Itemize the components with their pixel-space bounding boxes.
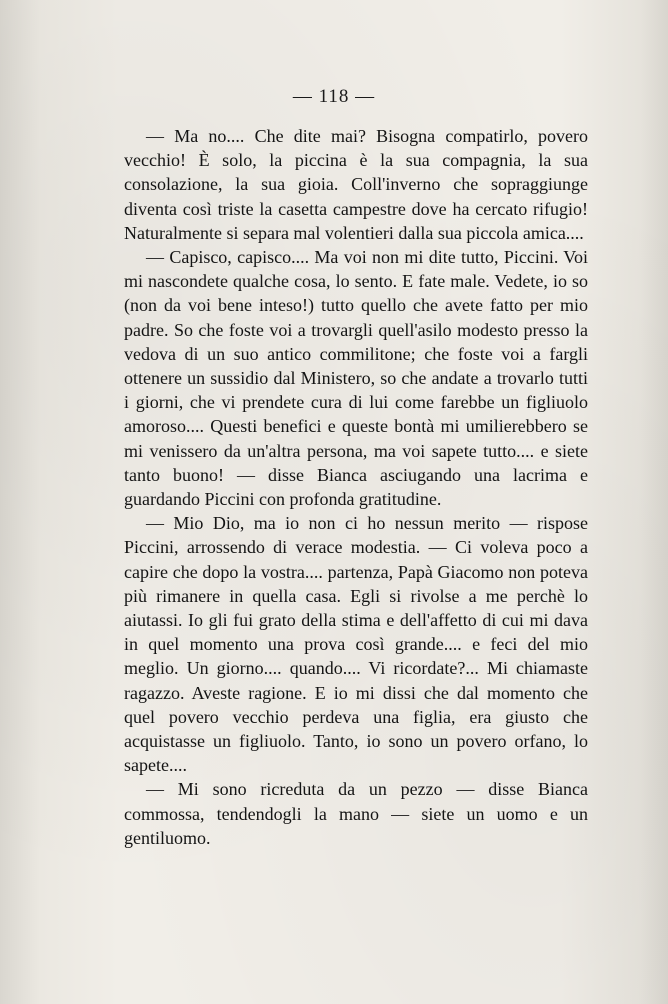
paragraph-1: — Ma no.... Che dite mai? Bisogna compatirlo, povero vecchio! È solo, la piccina è la sua compagnia, la sua consolazione, la sua gioia. Coll'inverno che sopraggiunge diventa così triste la casetta campestre dove ha cercato rifugio! Naturalmente si separa mal volentieri dalla sua piccola amica.... [124, 126, 588, 243]
page-number: — 118 — [292, 86, 376, 107]
paragraph-3: — Mio Dio, ma io non ci ho nessun merito — rispose Piccini, arrossendo di verace modestia. — Ci voleva poco a capire che dopo la vostra.... partenza, Papà Giacomo non poteva più rimanere in quella casa. Egli si rivolse a me perchè lo aiutassi. Io gli fui grato della stima e dell'affetto di cui mi dava in quel momento una prova così grande.... e feci del mio meglio. Un giorno.... quando.... Vi ricordate?... Mi chiamaste ragazzo. Aveste ragione. E io mi dissi che dal momento che quel povero vecchio perdeva una figlia, era giusto che acquistasse un figliuolo. Tanto, io sono un povero orfano, lo sapete.... [124, 513, 588, 776]
paragraph-4: — Mi sono ricreduta da un pezzo — disse Bianca commossa, tendendogli la mano — siete un uomo e un gentiluomo. [124, 779, 588, 848]
body-text [124, 124, 588, 850]
paragraph-2: — Capisco, capisco.... Ma voi non mi dite tutto, Piccini. Voi mi nascondete qualche cosa, lo sento. E fate male. Vedete, io so (non da voi bene inteso!) tutto quello che avete fatto per mio padre. So che foste voi a trovargli quell'asilo modesto presso la vedova di un suo antico commilitone; che foste voi a fargli ottenere un sussidio dal Ministero, so che andate a trovarlo tutti i giorni, che vi prendete cura di lui come farebbe un figliuolo amoroso.... Questi benefici e queste bontà mi umilierebbero se mi venissero da un'altra persona, ma voi sapete tutto.... e siete tanto buono! — disse Bianca asciugando una lacrima e guardando Piccini con profonda gratitudine. [124, 247, 588, 510]
